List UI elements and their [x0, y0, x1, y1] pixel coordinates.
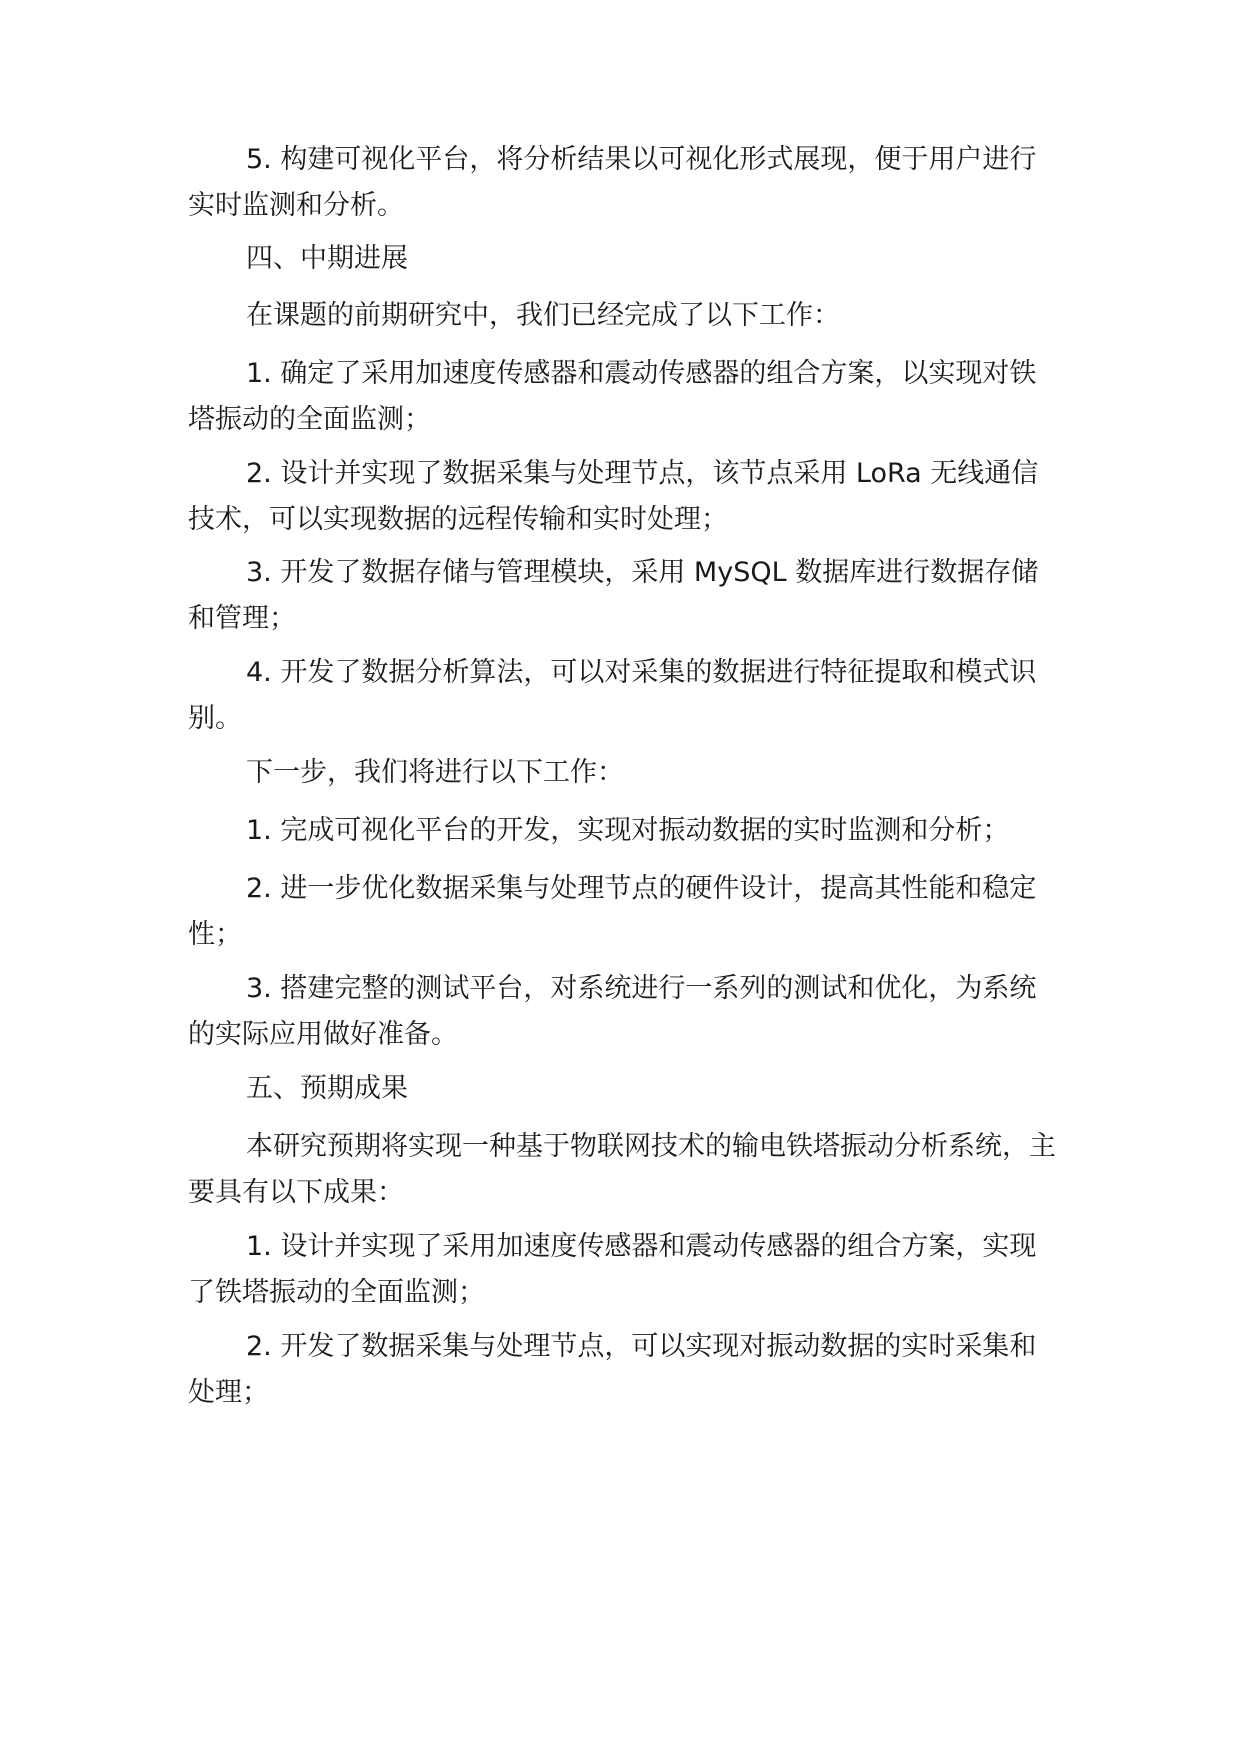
paragraph-next-1: 1. 完成可视化平台的开发，实现对振动数据的实时监测和分析； [246, 815, 1010, 846]
paragraph-next-2: 2. 进一步优化数据采集与处理节点的硬件设计，提高其性能和稳定性； [188, 873, 1037, 950]
paragraph-next-3: 3. 搭建完整的测试平台，对系统进行一系列的测试和优化，为系统的实际应用做好准备。 [188, 973, 1037, 1050]
section-heading-expected-results: 五、预期成果 [246, 1073, 408, 1104]
paragraph-completed-4: 4. 开发了数据分析算法，可以对采集的数据进行特征提取和模式识别。 [188, 657, 1037, 734]
paragraph-next-steps-intro: 下一步，我们将进行以下工作： [246, 757, 624, 788]
paragraph-results-intro: 本研究预期将实现一种基于物联网技术的输电铁塔振动分析系统，主要具有以下成果： [188, 1131, 1056, 1208]
paragraph-completed-3: 3. 开发了数据存储与管理模块，采用 MySQL 数据库进行数据存储和管理； [188, 557, 1039, 634]
paragraph-result-1: 1. 设计并实现了采用加速度传感器和震动传感器的组合方案，实现了铁塔振动的全面监测； [188, 1231, 1037, 1308]
paragraph-intro-completed: 在课题的前期研究中，我们已经完成了以下工作： [246, 300, 840, 331]
paragraph-completed-1: 1. 确定了采用加速度传感器和震动传感器的组合方案，以实现对铁塔振动的全面监测； [188, 358, 1037, 435]
paragraph-result-2: 2. 开发了数据采集与处理节点，可以实现对振动数据的实时采集和处理； [188, 1331, 1037, 1408]
paragraph-platform-item: 5. 构建可视化平台，将分析结果以可视化形式展现，便于用户进行实时监测和分析。 [188, 144, 1037, 221]
paragraph-completed-2: 2. 设计并实现了数据采集与处理节点，该节点采用 LoRa 无线通信技术，可以实现数据的远程传输和实时处理； [188, 458, 1039, 535]
section-heading-progress: 四、中期进展 [246, 243, 408, 274]
